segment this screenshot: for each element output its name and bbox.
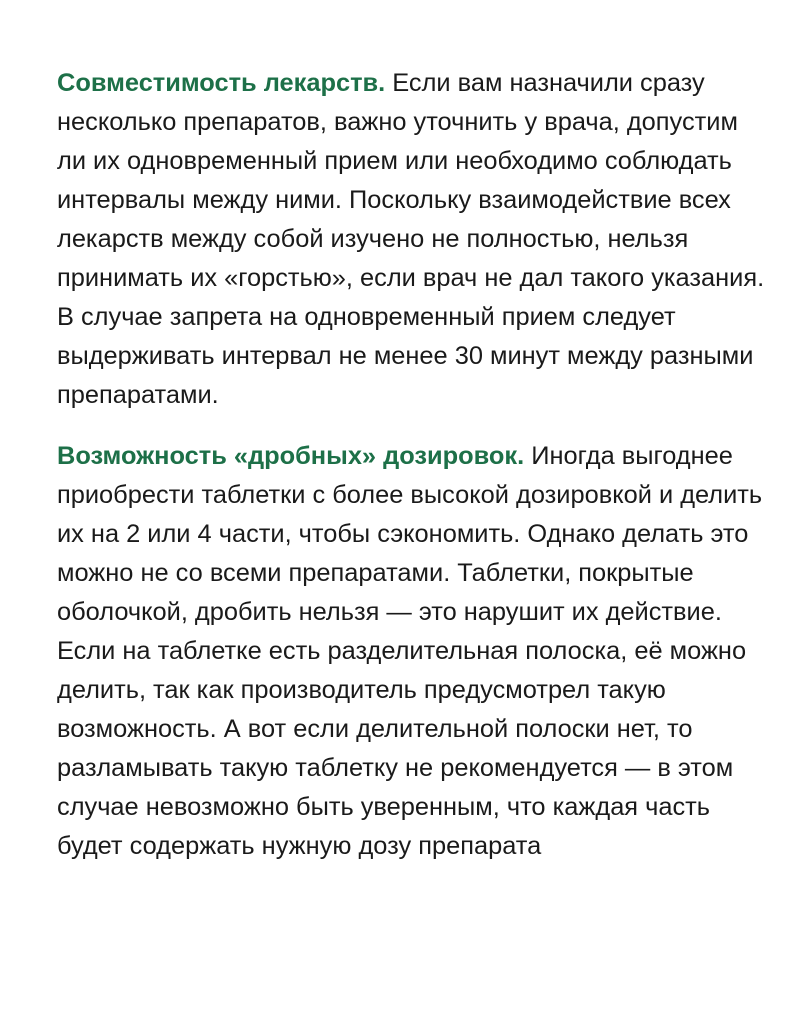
- paragraph-body: Если вам назначили сразу несколько препаратов, важно уточнить у врача, допустим ли их одновременный прием или необходимо соблюдать интервалы между ними. Поскольку взаимодействие всех лекарств между собой изучено не полностью, нельзя принимать их «горстью», если врач не дал такого указания. В случае запрета на одновременный прием следует выдерживать интервал не менее 30 минут между разными препаратами.: [57, 69, 765, 409]
- paragraph-fractional-dosage: [57, 437, 767, 866]
- paragraph-drug-compatibility: [57, 64, 767, 415]
- paragraph-heading: Совместимость лекарств.: [57, 69, 386, 97]
- article: [57, 64, 767, 888]
- paragraph-body: Иногда выгоднее приобрести таблетки с более высокой дозировкой и делить их на 2 или 4 части, чтобы сэкономить. Однако делать это можно не со всеми препаратами. Таблетки, покрытые оболочкой, дробить нельзя — это нарушит их действие. Если на таблетке есть разделительная полоска, её можно делить, так как производитель предусмотрел такую возможность. А вот если делительной полоски нет, то разламывать такую таблетку не рекомендуется — в этом случае невозможно быть уверенным, что каждая часть будет содержать нужную дозу препарата: [57, 442, 763, 860]
- paragraph-heading: Возможность «дробных» дозировок.: [57, 442, 525, 470]
